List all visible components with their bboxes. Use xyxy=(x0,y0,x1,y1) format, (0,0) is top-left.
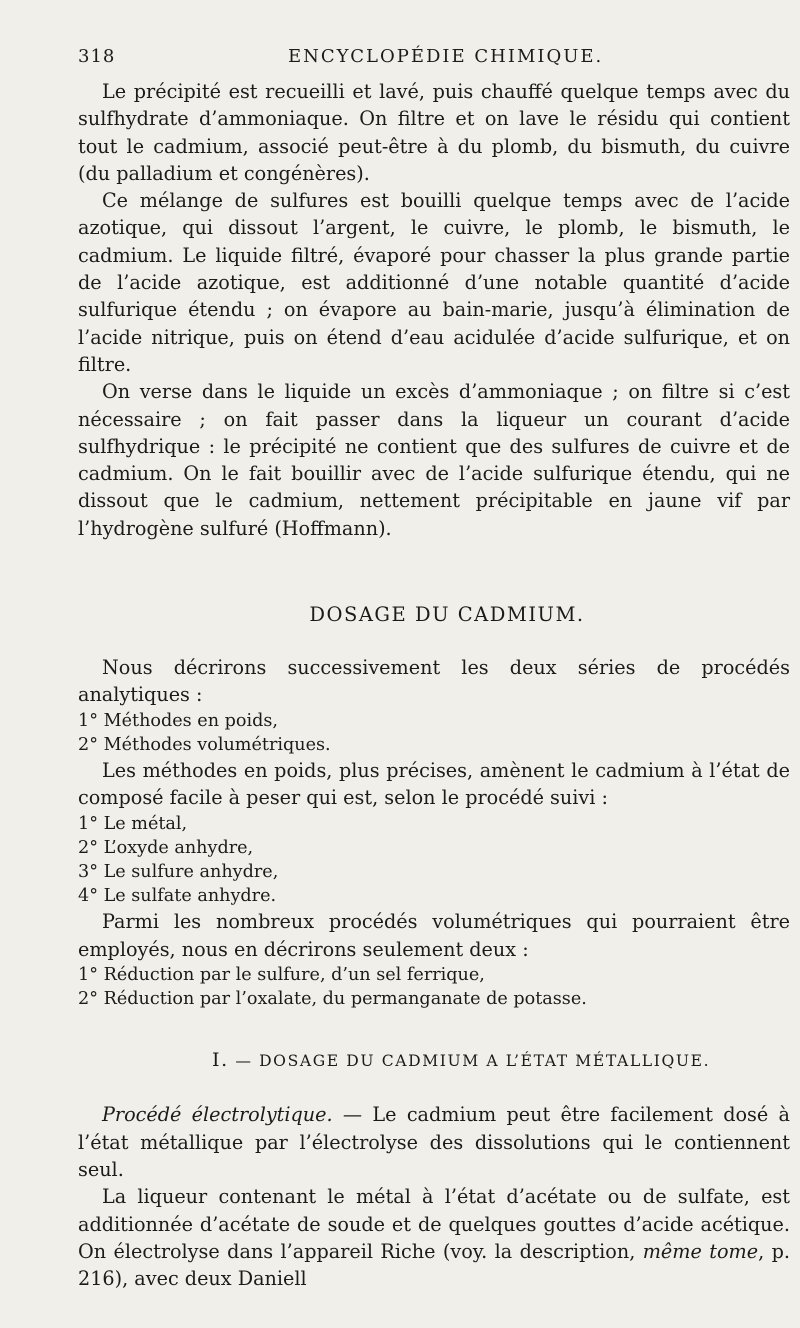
section-title: DOSAGE DU CADMIUM A L’ÉTAT MÉTALLIQUE. xyxy=(259,1052,711,1071)
paragraph-ammonia: On verse dans le liquide un excès d’ammoniaque ; on filtre si c’est nécessaire ; on fait passer dans la liqueur un courant d’acide sulfhydrique : le précipité ne contient que des sulfures de cuivre et de cadmium. On le fait bouillir avec de l’acide sulfurique étendu, qui ne dissout que le cadmium, nettement précipitable en jaune vif par l’hydrogène sulfuré (Hoffmann). xyxy=(78,380,790,540)
paragraph-solution xyxy=(78,1183,790,1292)
compound-list xyxy=(78,812,790,909)
page-number: 318 xyxy=(78,46,116,67)
reduction-list xyxy=(78,963,790,1011)
paragraph-electrolytic xyxy=(78,1101,790,1183)
list-item: 2° L’oxyde anhydre, xyxy=(78,837,254,858)
list-item: 4° Le sulfate anhydre. xyxy=(78,886,277,907)
paragraph-precipitate: Le précipité est recueilli et lavé, puis chauffé quelque temps avec du sulfhydrate d’ammoniaque. On filtre et on lave le résidu qui contient tout le cadmium, associé peut-être à du plomb, du bismuth, du cuivre (du palladium et congénères). xyxy=(78,80,790,185)
procedure-name: Procédé électrolytique. xyxy=(102,1103,333,1127)
list-item: 2° Réduction par l’oxalate, du permanganate de potasse. xyxy=(78,989,587,1010)
section-dash: — xyxy=(235,1052,253,1071)
page-header xyxy=(78,46,770,70)
list-item: 1° Réduction par le sulfure, d’un sel ferrique, xyxy=(78,965,485,986)
solution-text: La liqueur contenant le métal à l’état d’acétate ou de sulfate, est additionnée d’acétate de soude et de quelques gouttes d’acide acétique. On électrolyse dans l’appareil Riche (voy. la description, xyxy=(78,1185,790,1263)
reference-italic: même tome xyxy=(642,1239,759,1263)
paragraph-weight-methods: Les méthodes en poids, plus précises, amènent le cadmium à l’état de composé facile à peser qui est, selon le procédé suivi : xyxy=(78,759,790,810)
page-body xyxy=(78,78,790,1293)
chapter-heading: DOSAGE DU CADMIUM. xyxy=(309,603,585,627)
paragraph-volumetric: Parmi les nombreux procédés volumétriques qui pourraient être employés, nous en décrirons seulement deux : xyxy=(78,910,790,961)
list-item: 2° Méthodes volumétriques. xyxy=(78,734,331,755)
list-item: 1° Le métal, xyxy=(78,813,188,834)
paragraph-sulfide-mixture: Ce mélange de sulfures est bouilli quelque temps avec de l’acide azotique, qui dissout l’argent, le cuivre, le plomb, le bismuth, le cadmium. Le liquide filtré, évaporé pour chasser la plus grande partie de l’acide azotique, est additionné d’une notable quantité d’acide sulfurique étendu ; on évapore au bain-marie, jusqu’à élimination de l’acide nitrique, puis on étend d’eau acidulée d’acide sulfurique, et on filtre. xyxy=(78,189,790,376)
section-heading xyxy=(212,1049,790,1071)
list-item: 1° Méthodes en poids, xyxy=(78,710,279,731)
solution-text-end: , p. 216), avec deux Daniell xyxy=(78,1239,790,1291)
section-number: I. xyxy=(212,1049,229,1072)
procedure-text: — Le cadmium peut être facilement dosé à l’état métallique par l’électrolyse des dissolutions qui le contiennent seul. xyxy=(78,1103,790,1182)
method-list xyxy=(78,709,790,757)
running-title: ENCYCLOPÉDIE CHIMIQUE. xyxy=(288,46,604,67)
list-item: 3° Le sulfure anhydre, xyxy=(78,862,279,883)
paragraph-intro: Nous décrirons successivement les deux séries de procédés analytiques : xyxy=(78,656,790,707)
